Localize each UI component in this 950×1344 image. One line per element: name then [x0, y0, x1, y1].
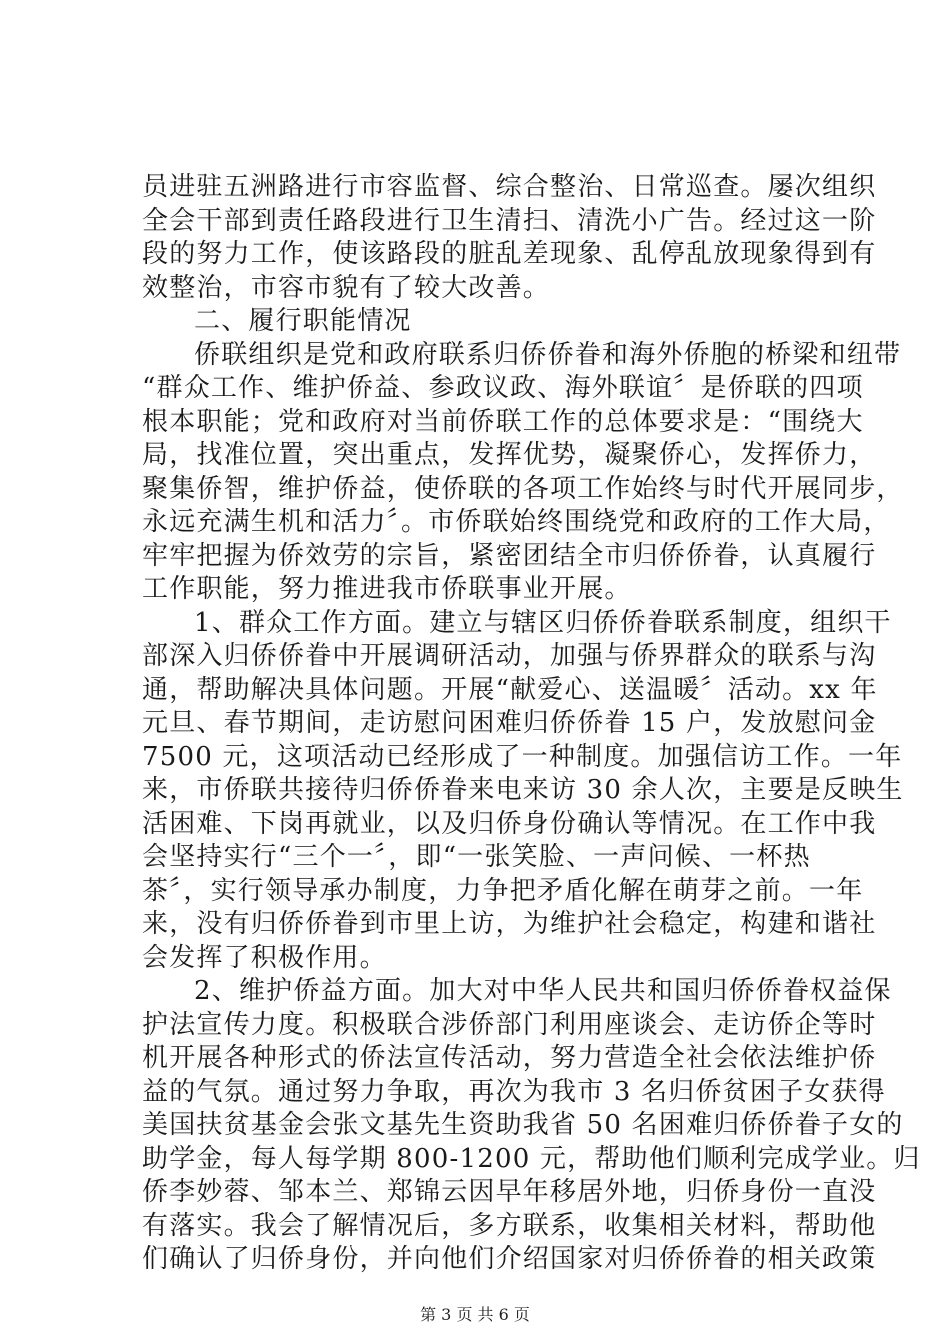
text-line: 助学金，每人每学期 800-1200 元，帮助他们顺利完成学业。归	[142, 1143, 921, 1174]
text-line: 2、维护侨益方面。加大对中华人民共和国归侨侨眷权益保	[194, 976, 892, 1006]
text-line: 7500 元，这项活动已经形成了一种制度。加强信访工作。一年	[142, 741, 903, 772]
text-line: 益的气氛。通过努力争取，再次为我市 3 名归侨贫困子女获得	[142, 1076, 886, 1107]
text-line: 员进驻五洲路进行市容监督、综合整治、日常巡查。屡次组织	[142, 172, 877, 202]
page-number-footer: 第 3 页 共 6 页	[420, 1305, 530, 1324]
text-line: 会发挥了积极作用。	[142, 942, 387, 973]
text-line: 活困难、下岗再就业，以及归侨身份确认等情况。在工作中我	[142, 808, 877, 839]
text-line: 段的努力工作，使该路段的脏乱差现象、乱停乱放现象得到有	[142, 239, 877, 269]
section-heading: 二、履行职能情况	[194, 306, 412, 336]
text-line: 部深入归侨侨眷中开展调研活动，加强与侨界群众的联系与沟	[142, 641, 877, 671]
text-line: 通，帮助解决具体问题。开展“献爱心、送温暖〞活动。xx 年	[142, 674, 878, 705]
text-line: 侨联组织是党和政府联系归侨侨眷和海外侨胞的桥梁和纽带	[194, 339, 902, 370]
text-line: 来，没有归侨侨眷到市里上访，为维护社会稳定，构建和谐社	[142, 909, 877, 939]
text-line: 效整治，市容市貌有了较大改善。	[142, 272, 551, 303]
text-line: 们确认了归侨身份，并向他们介绍国家对归侨侨眷的相关政策	[142, 1244, 877, 1274]
text-line: 牢牢把握为侨效劳的宗旨，紧密团结全市归侨侨眷，认真履行	[142, 540, 877, 571]
text-line: 美国扶贫基金会张文基先生资助我省 50 名困难归侨侨眷子女的	[142, 1110, 904, 1140]
text-line: 有落实。我会了解情况后，多方联系，收集相关材料，帮助他	[142, 1210, 877, 1241]
text-line: 护法宣传力度。积极联合涉侨部门利用座谈会、走访侨企等时	[142, 1009, 877, 1040]
text-line: 1、群众工作方面。建立与辖区归侨侨眷联系制度，组织干	[194, 607, 892, 638]
text-line: 工作职能，努力推进我市侨联事业开展。	[142, 574, 632, 604]
text-line: 来，市侨联共接待归侨侨眷来电来访 30 余人次，主要是反映生	[142, 775, 904, 805]
text-line: 会坚持实行“三个一〞，即“一张笑脸、一声问候、一杯热	[142, 842, 811, 872]
document-body	[142, 171, 921, 1277]
text-line: 永远充满生机和活力〞。市侨联始终围绕党和政府的工作大局，	[142, 507, 891, 537]
text-line: 元旦、春节期间，走访慰问困难归侨侨眷 15 户，发放慰问金	[142, 708, 877, 738]
text-line: 全会干部到责任路段进行卫生清扫、清洗小广告。经过这一阶	[142, 205, 877, 236]
text-line: 聚集侨智，维护侨益，使侨联的各项工作始终与时代开展同步，	[142, 473, 904, 504]
text-line: “群众工作、维护侨益、参政议政、海外联谊〞是侨联的四项	[142, 373, 864, 403]
text-line: 茶〞，实行领导承办制度，力争把矛盾化解在萌芽之前。一年	[142, 875, 864, 906]
text-line: 机开展各种形式的侨法宣传活动，努力营造全社会依法维护侨	[142, 1043, 877, 1073]
text-line: 局，找准位置，突出重点，发挥优势，凝聚侨心，发挥侨力，	[142, 440, 877, 470]
text-line: 根本职能；党和政府对当前侨联工作的总体要求是：“围绕大	[142, 406, 864, 437]
text-line: 侨李妙蓉、邹本兰、郑锦云因早年移居外地，归侨身份一直没	[142, 1177, 877, 1207]
